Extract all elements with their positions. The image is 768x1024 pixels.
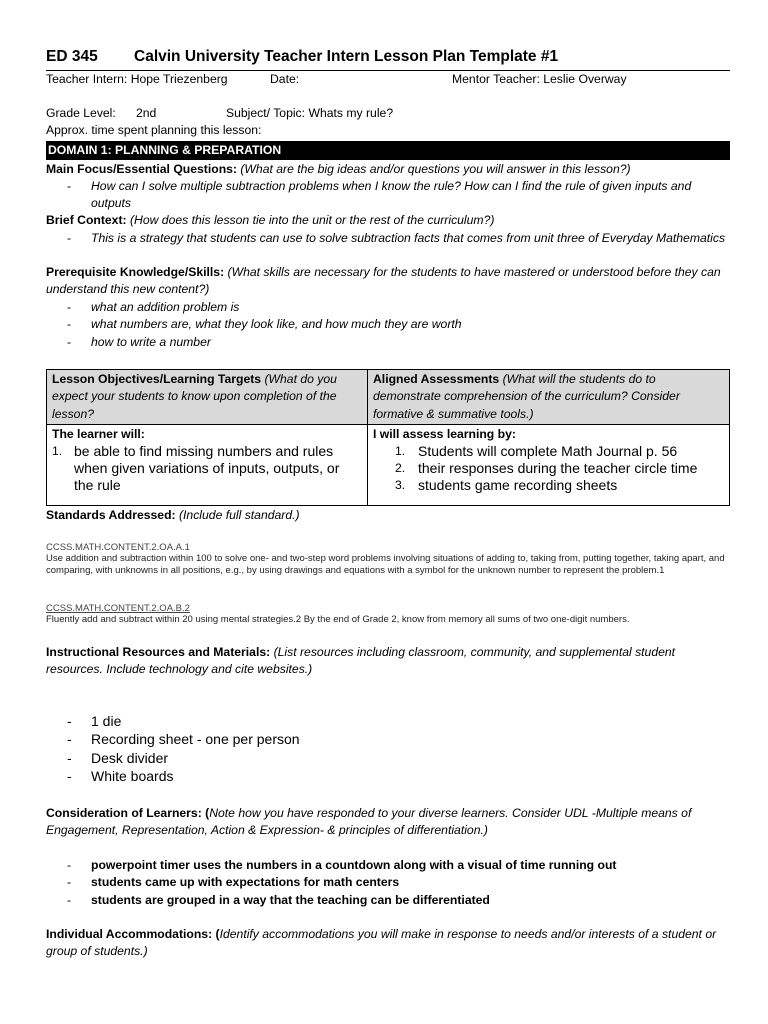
context-prompt: (How does this lesson tie into the unit or the rest of the curriculum?)	[129, 213, 495, 227]
objectives-list	[52, 443, 362, 493]
standard-code-2[interactable]: CCSS.MATH.CONTENT.2.OA.B.2	[46, 603, 190, 614]
list-item: 1. be able to find missing numbers and rules when given variations of inputs, outputs, or the rule	[52, 443, 340, 493]
intern-name: Hope Triezenberg	[130, 72, 228, 86]
prereq-prompt: (What skills are necessary for the students to have mastered or understood before they can understand this new content?)	[46, 265, 721, 297]
context-list	[46, 230, 730, 247]
resources-list	[46, 712, 730, 785]
intern-label: Teacher Intern:	[46, 72, 128, 86]
objectives-table	[46, 369, 730, 506]
list-item: 2. their responses during the teacher circle time	[395, 460, 698, 477]
assess-by-label: I will assess learning by:	[373, 427, 516, 441]
learners-prompt: Note how you have responded to your diverse learners. Consider UDL -Multiple means of Engagement, Representation, Action & Expression- & principles of differentiation.)	[46, 806, 692, 838]
subject-field	[226, 105, 393, 122]
objectives-header-cell: Lesson Objectives/Learning Targets (What do you expect your students to know upon completion of the lesson?	[47, 370, 368, 425]
mentor-label: Mentor Teacher:	[452, 72, 540, 86]
list-item: 3. students game recording sheets	[395, 476, 618, 493]
planning-time-label: Approx. time spent planning this lesson:	[46, 123, 262, 137]
list-item: - How can I solve multiple subtraction problems when I know the rule? How can I find the rule of given inputs and outputs	[67, 179, 692, 211]
list-item: - what numbers are, what they look like, and how much they are worth	[67, 317, 462, 332]
date-label: Date:	[270, 72, 300, 86]
list-item: - students are grouped in a way that the teaching can be differentiated	[67, 892, 490, 907]
main-focus-heading	[46, 161, 730, 178]
list-item: - students came up with expectations for math centers	[67, 875, 400, 890]
accommodations-heading: Individual Accommodations: (Identify accommodations you will make in response to needs and/or interests of a student or group of students.)	[46, 927, 717, 959]
learner-will-label: The learner will:	[52, 427, 145, 441]
prereq-label: Prerequisite Knowledge/Skills:	[46, 265, 225, 279]
list-item: - Recording sheet - one per person	[67, 731, 300, 748]
list-item: - White boards	[67, 767, 174, 784]
list-item: - what an addition problem is	[67, 300, 240, 314]
subject-label: Subject/ Topic:	[226, 106, 306, 120]
main-focus-list	[46, 178, 730, 213]
mentor-field	[452, 71, 627, 88]
context-label: Brief Context:	[46, 213, 127, 227]
list-item: - This is a strategy that students can use to solve subtraction facts that comes from unit three of Everyday Mathematics	[67, 231, 726, 245]
grade-value: 2nd	[136, 106, 157, 120]
objectives-body-cell	[47, 425, 368, 506]
standards-heading	[46, 507, 730, 524]
grade-label: Grade Level:	[46, 106, 116, 120]
course-code: ED 345	[46, 48, 98, 65]
standards-prompt: (Include full standard.)	[178, 508, 300, 522]
grade-field	[46, 105, 116, 122]
list-item: 1. Students will complete Math Journal p. 56	[395, 443, 678, 460]
assessments-header-cell: Aligned Assessments (What will the students do to demonstrate comprehension of the curriculum? Consider formative & summative tools.)	[368, 370, 730, 425]
resources-prompt: (List resources including classroom, community, and supplemental student resources. Include technology and cite websites.)	[46, 645, 676, 677]
title-text: Calvin University Teacher Intern Lesson Plan Template #1	[134, 48, 559, 65]
assessments-list	[373, 443, 724, 493]
standards-label: Standards Addressed:	[46, 508, 176, 522]
date-field	[270, 71, 299, 88]
table-row	[47, 370, 730, 425]
prereq-heading	[46, 264, 730, 299]
intern-field	[46, 71, 228, 88]
document-title	[46, 48, 558, 66]
accommodations-prompt: Identify accommodations you will make in response to needs and/or interests of a student or group of students.)	[46, 927, 717, 959]
accommodations-label: Individual Accommodations:	[46, 927, 213, 941]
main-focus-prompt: (What are the big ideas and/or questions you will answer in this lesson?)	[240, 162, 631, 176]
list-item: - how to write a number	[67, 334, 211, 349]
resources-label: Instructional Resources and Materials:	[46, 645, 271, 659]
learners-heading: Consideration of Learners: (Note how you have responded to your diverse learners. Consider UDL -Multiple means of Engagement, Representation, Action & Expression- & principles of differentiation.)	[46, 806, 692, 838]
standard-code-1: CCSS.MATH.CONTENT.2.OA.A.1	[46, 542, 190, 553]
prereq-list	[46, 299, 730, 351]
table-row	[47, 425, 730, 506]
context-heading	[46, 212, 730, 229]
list-item: - 1 die	[67, 713, 122, 729]
main-focus-label: Main Focus/Essential Questions:	[46, 162, 237, 176]
list-item: - Desk divider	[67, 749, 169, 766]
learners-label: Consideration of Learners:	[46, 806, 202, 820]
learners-list	[46, 857, 730, 909]
mentor-name: Leslie Overway	[543, 72, 627, 86]
subject-value: Whats my rule?	[308, 106, 394, 120]
standard-text-2: Fluently add and subtract within 20 using mental strategies.2 By the end of Grade 2, know from memory all sums of two one-digit numbers.	[46, 614, 630, 625]
resources-heading	[46, 644, 730, 679]
standard-text-1: Use addition and subtraction within 100 to solve one- and two-step word problems involving situations of adding to, taking from, putting together, taking apart, and comparing, with unknowns in all positions, e.g., by using drawings and equations with a symbol for the unknown number to represent the problem.1	[46, 553, 725, 576]
domain1-banner: DOMAIN 1: PLANNING & PREPARATION	[46, 141, 730, 160]
assessments-body-cell	[368, 425, 730, 506]
list-item: - powerpoint timer uses the numbers in a countdown along with a visual of time running out	[67, 858, 617, 872]
